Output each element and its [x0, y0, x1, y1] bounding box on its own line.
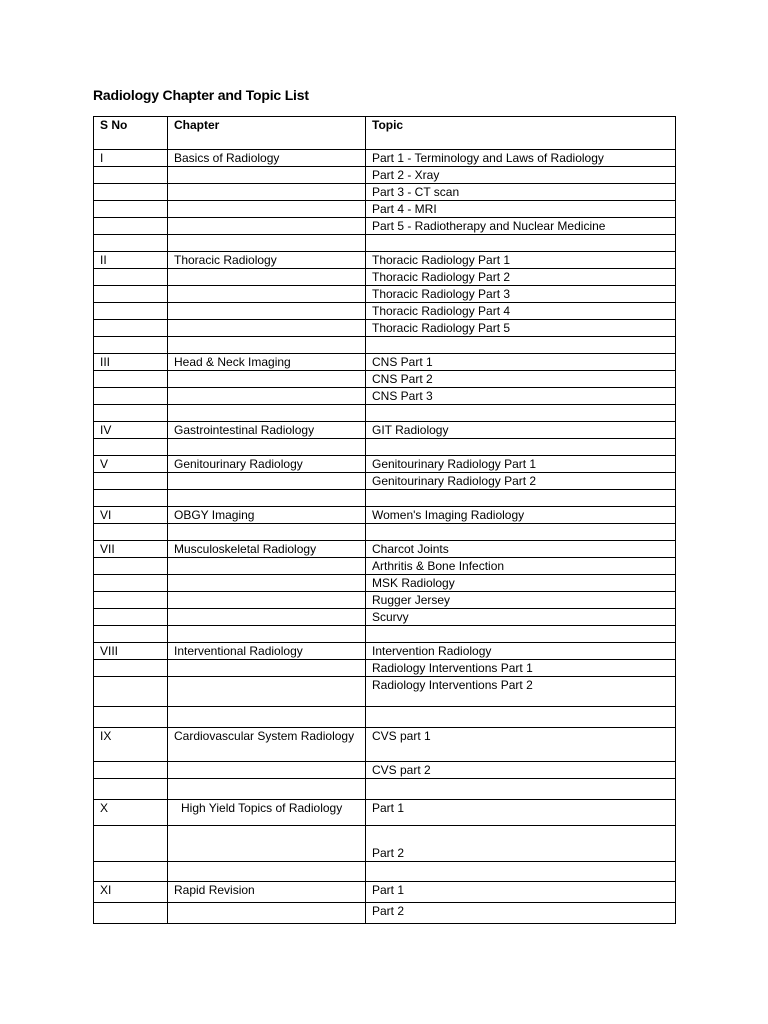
cell-chapter — [168, 269, 366, 286]
cell-topic: Part 5 - Radiotherapy and Nuclear Medicine — [366, 218, 676, 235]
cell-sno: IX — [94, 728, 168, 762]
cell-sno — [94, 286, 168, 303]
cell-topic: Radiology Interventions Part 2 — [366, 677, 676, 707]
cell-topic: Part 1 - Terminology and Laws of Radiology — [366, 150, 676, 167]
header-chapter: Chapter — [168, 117, 366, 150]
cell-chapter — [168, 405, 366, 422]
cell-sno — [94, 388, 168, 405]
cell-sno — [94, 303, 168, 320]
cell-chapter — [168, 167, 366, 184]
table-row — [94, 439, 676, 456]
cell-topic: Charcot Joints — [366, 541, 676, 558]
cell-sno — [94, 269, 168, 286]
cell-chapter — [168, 707, 366, 728]
cell-sno — [94, 439, 168, 456]
cell-sno — [94, 490, 168, 507]
table-row — [94, 541, 676, 558]
cell-sno — [94, 337, 168, 354]
table-row — [94, 524, 676, 541]
cell-sno — [94, 862, 168, 882]
cell-chapter — [168, 286, 366, 303]
cell-sno — [94, 320, 168, 337]
cell-sno — [94, 167, 168, 184]
cell-topic: Scurvy — [366, 609, 676, 626]
cell-sno: IV — [94, 422, 168, 439]
cell-chapter — [168, 660, 366, 677]
cell-sno — [94, 592, 168, 609]
cell-chapter — [168, 218, 366, 235]
cell-topic — [366, 626, 676, 643]
cell-topic — [366, 235, 676, 252]
cell-topic — [366, 439, 676, 456]
table-row — [94, 303, 676, 320]
cell-chapter: Head & Neck Imaging — [168, 354, 366, 371]
cell-topic: Thoracic Radiology Part 3 — [366, 286, 676, 303]
table-row — [94, 507, 676, 524]
cell-chapter — [168, 473, 366, 490]
cell-sno — [94, 903, 168, 924]
cell-topic — [366, 862, 676, 882]
cell-topic: Thoracic Radiology Part 1 — [366, 252, 676, 269]
cell-topic: Women's Imaging Radiology — [366, 507, 676, 524]
cell-topic: Part 2 - Xray — [366, 167, 676, 184]
table-row — [94, 218, 676, 235]
table-row — [94, 235, 676, 252]
cell-topic: Part 3 - CT scan — [366, 184, 676, 201]
table-row — [94, 371, 676, 388]
cell-chapter — [168, 201, 366, 218]
table-row — [94, 592, 676, 609]
cell-chapter — [168, 575, 366, 592]
table-row — [94, 903, 676, 924]
table-row — [94, 269, 676, 286]
cell-topic: CVS part 1 — [366, 728, 676, 762]
table-row — [94, 826, 676, 862]
cell-chapter — [168, 762, 366, 779]
cell-topic: Part 1 — [366, 800, 676, 826]
cell-sno — [94, 184, 168, 201]
cell-chapter: Interventional Radiology — [168, 643, 366, 660]
table-row — [94, 286, 676, 303]
cell-sno — [94, 524, 168, 541]
header-sno: S No — [94, 117, 168, 150]
cell-chapter — [168, 303, 366, 320]
cell-topic: Thoracic Radiology Part 5 — [366, 320, 676, 337]
table-row — [94, 660, 676, 677]
cell-sno: III — [94, 354, 168, 371]
cell-sno — [94, 779, 168, 800]
cell-topic: Intervention Radiology — [366, 643, 676, 660]
cell-sno — [94, 371, 168, 388]
cell-chapter — [168, 677, 366, 707]
cell-sno: II — [94, 252, 168, 269]
cell-sno — [94, 677, 168, 707]
cell-sno — [94, 201, 168, 218]
cell-chapter — [168, 779, 366, 800]
table-row — [94, 184, 676, 201]
table-row — [94, 707, 676, 728]
table-row — [94, 473, 676, 490]
table-row — [94, 388, 676, 405]
cell-chapter — [168, 337, 366, 354]
cell-sno: VIII — [94, 643, 168, 660]
cell-topic: Rugger Jersey — [366, 592, 676, 609]
cell-chapter — [168, 524, 366, 541]
cell-chapter: High Yield Topics of Radiology — [168, 800, 366, 826]
table-row — [94, 779, 676, 800]
cell-topic: Genitourinary Radiology Part 1 — [366, 456, 676, 473]
cell-topic: Arthritis & Bone Infection — [366, 558, 676, 575]
cell-sno — [94, 660, 168, 677]
cell-chapter — [168, 490, 366, 507]
table-row — [94, 150, 676, 167]
cell-chapter — [168, 558, 366, 575]
table-row — [94, 405, 676, 422]
cell-topic: CNS Part 2 — [366, 371, 676, 388]
cell-chapter: Genitourinary Radiology — [168, 456, 366, 473]
table-row — [94, 728, 676, 762]
table-row — [94, 320, 676, 337]
table-row — [94, 762, 676, 779]
cell-topic — [366, 524, 676, 541]
cell-topic: Part 2 — [366, 826, 676, 862]
cell-chapter — [168, 235, 366, 252]
cell-chapter: Cardiovascular System Radiology — [168, 728, 366, 762]
cell-chapter: Musculoskeletal Radiology — [168, 541, 366, 558]
cell-topic: CNS Part 3 — [366, 388, 676, 405]
cell-topic — [366, 779, 676, 800]
cell-chapter — [168, 826, 366, 862]
cell-topic: Part 4 - MRI — [366, 201, 676, 218]
cell-chapter — [168, 903, 366, 924]
cell-chapter: Thoracic Radiology — [168, 252, 366, 269]
table-row — [94, 882, 676, 903]
cell-chapter — [168, 626, 366, 643]
table-row — [94, 337, 676, 354]
cell-sno — [94, 218, 168, 235]
cell-sno — [94, 558, 168, 575]
cell-chapter — [168, 439, 366, 456]
table-row — [94, 490, 676, 507]
cell-topic — [366, 707, 676, 728]
chapter-topic-table — [93, 116, 676, 924]
cell-chapter: Basics of Radiology — [168, 150, 366, 167]
cell-chapter — [168, 862, 366, 882]
table-row — [94, 800, 676, 826]
cell-chapter — [168, 184, 366, 201]
document-title: Radiology Chapter and Topic List — [93, 87, 309, 103]
table-row — [94, 862, 676, 882]
cell-topic: CVS part 2 — [366, 762, 676, 779]
cell-sno — [94, 707, 168, 728]
cell-sno — [94, 609, 168, 626]
table-row — [94, 643, 676, 660]
cell-sno: V — [94, 456, 168, 473]
cell-sno — [94, 826, 168, 862]
cell-topic: Radiology Interventions Part 1 — [366, 660, 676, 677]
table-row — [94, 558, 676, 575]
cell-chapter — [168, 320, 366, 337]
cell-chapter — [168, 371, 366, 388]
cell-topic: CNS Part 1 — [366, 354, 676, 371]
cell-sno — [94, 575, 168, 592]
table-row — [94, 677, 676, 707]
table-row — [94, 456, 676, 473]
cell-sno — [94, 473, 168, 490]
cell-topic — [366, 405, 676, 422]
cell-sno — [94, 626, 168, 643]
cell-chapter: Gastrointestinal Radiology — [168, 422, 366, 439]
cell-chapter: Rapid Revision — [168, 882, 366, 903]
cell-topic: Part 1 — [366, 882, 676, 903]
table-row — [94, 354, 676, 371]
cell-chapter — [168, 592, 366, 609]
cell-topic: Thoracic Radiology Part 4 — [366, 303, 676, 320]
cell-topic: Genitourinary Radiology Part 2 — [366, 473, 676, 490]
table-row — [94, 626, 676, 643]
cell-sno: VII — [94, 541, 168, 558]
cell-sno — [94, 405, 168, 422]
cell-sno: X — [94, 800, 168, 826]
header-topic: Topic — [366, 117, 676, 150]
cell-sno — [94, 235, 168, 252]
cell-sno: VI — [94, 507, 168, 524]
cell-topic — [366, 337, 676, 354]
table-row — [94, 575, 676, 592]
cell-sno: XI — [94, 882, 168, 903]
cell-topic: Thoracic Radiology Part 2 — [366, 269, 676, 286]
cell-chapter — [168, 388, 366, 405]
cell-sno — [94, 762, 168, 779]
table-row — [94, 609, 676, 626]
cell-topic — [366, 490, 676, 507]
cell-topic: MSK Radiology — [366, 575, 676, 592]
cell-chapter: OBGY Imaging — [168, 507, 366, 524]
cell-topic: Part 2 — [366, 903, 676, 924]
table-row — [94, 167, 676, 184]
cell-chapter — [168, 609, 366, 626]
table-row — [94, 422, 676, 439]
cell-sno: I — [94, 150, 168, 167]
cell-topic: GIT Radiology — [366, 422, 676, 439]
table-row — [94, 252, 676, 269]
table-row — [94, 201, 676, 218]
table-header-row — [94, 117, 676, 150]
